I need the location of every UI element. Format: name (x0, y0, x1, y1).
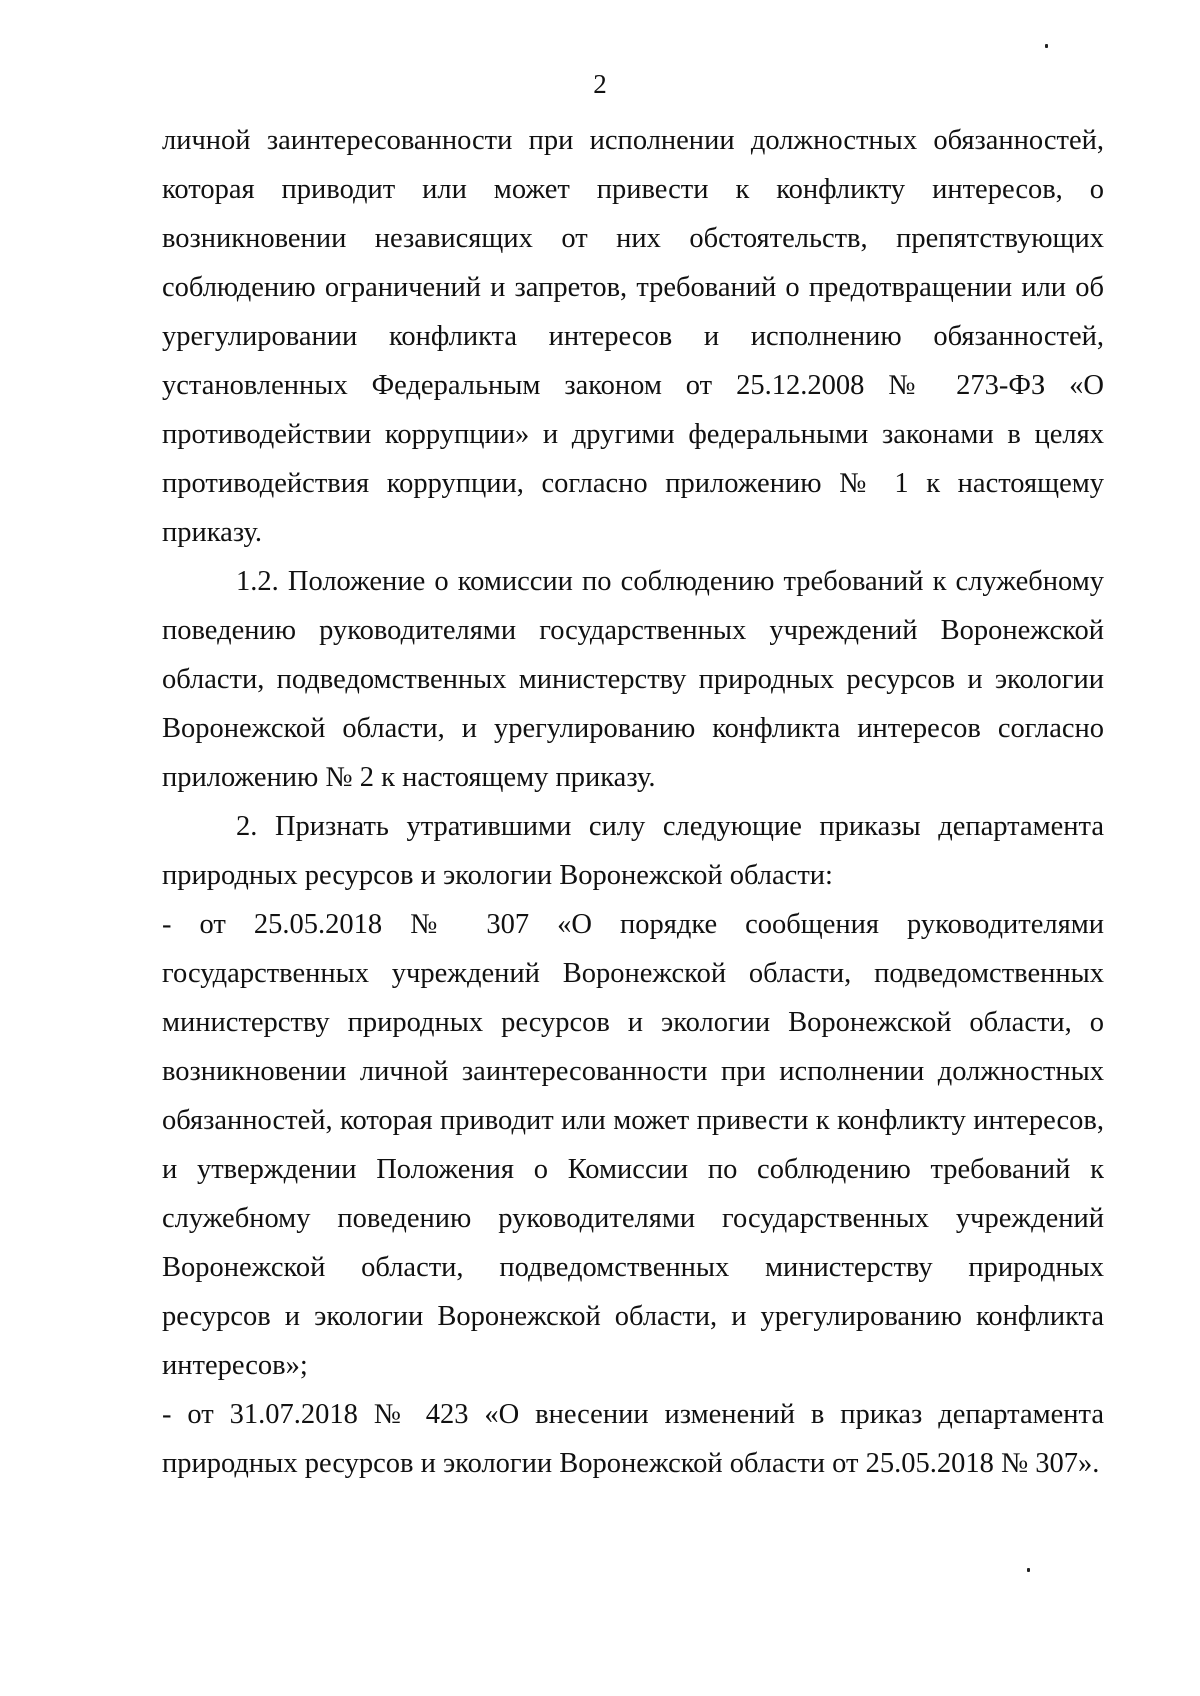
page-number: 2 (593, 69, 607, 99)
list-item-order-423: - от 31.07.2018 № 423 «О внесении изменений в приказ департамента природных ресурсов и экологии Воронежской области от 25.05.2018 № 307». (162, 1399, 1104, 1479)
paragraph-continuation: личной заинтересованности при исполнении должностных обязанностей, которая приводит или может привести к конфликту интересов, о возникновении независящих от них обстоятельств, препятствующих соблюдению ограничений и запретов, требований о предотвращении или об урегулировании конфликта интересов и исполнению обязанностей, установленных Федеральным законом от 25.12.2008 № 273-ФЗ «О противодействии коррупции» и другими федеральными законами в целях противодействия коррупции, согласно приложению № 1 к настоящему приказу. (162, 125, 1104, 548)
paragraph-item-1-2: 1.2. Положение о комиссии по соблюдению требований к служебному поведению руководителями государственных учреждений Воронежской области, подведомственных министерству природных ресурсов и экологии Воронежской области, и урегулированию конфликта интересов согласно приложению № 2 к настоящему приказу. (162, 566, 1104, 793)
scan-speck (1045, 44, 1048, 48)
scan-speck (1027, 1568, 1030, 1572)
paragraph-item-2: 2. Признать утратившими силу следующие приказы департамента природных ресурсов и экологии Воронежской области: (162, 811, 1104, 891)
list-item-order-307: - от 25.05.2018 № 307 «О порядке сообщения руководителями государственных учреждений Воронежской области, подведомственных министерству природных ресурсов и экологии Воронежской области, о возникновении личной заинтересованности при исполнении должностных обязанностей, которая приводит или может привести к конфликту интересов, и утверждении Положения о Комиссии по соблюдению требований к служебному поведению руководителями государственных учреждений Воронежской области, подведомственных министерству природных ресурсов и экологии Воронежской области, и урегулированию конфликта интересов»; (162, 909, 1104, 1381)
document-body (162, 116, 1104, 1488)
